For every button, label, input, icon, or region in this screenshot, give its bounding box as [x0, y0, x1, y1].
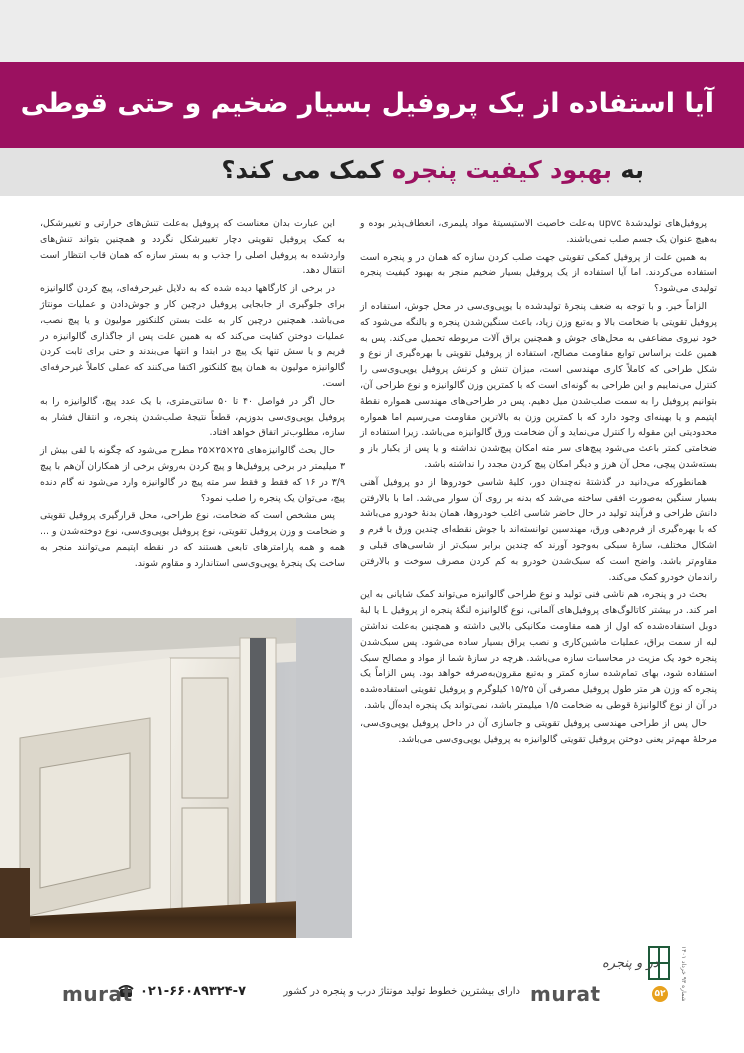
paragraph: حال پس از طراحی مهندسی پروفیل تقویتی و جاسازی آن در داخل پروفیل یو‌پی‌وی‌سی، مرحلهٔ مهم‌تر یعنی دوختن پروفیل تقویتی گالوانیزه به پروفیل یو‌پی‌وی‌سی می‌باشد. — [360, 717, 717, 745]
article-column-right — [360, 216, 717, 749]
article-column-left — [40, 216, 345, 574]
magazine-logo: در و پنجره — [602, 956, 659, 971]
brand-text: murat — [530, 982, 601, 1006]
subtitle-highlight: بهبود کیفیت پنجره — [391, 156, 613, 184]
profile-photo — [0, 618, 352, 938]
paragraph: حال اگر در فواصل ۴۰ تا ۵۰ سانتی‌متری، با یک عدد پیچ، گالوانیزه را به پروفیل یو‌پی‌وی‌سی بدوزیم، قطعاً نتیجهٔ صلب‌شدن پنجره، و انتقال فشار به سازه، مطلوب‌تر اتفاق خواهد افتاد. — [40, 395, 345, 439]
window-profile-illustration — [0, 618, 352, 938]
paragraph: در برخی از کارگاهها دیده شده که به دلایل غیرحرفه‌ای، پیچ کردن گالوانیزه برای جلوگیری از جابجایی پروفیل درچین کار و جوش‌دادن و عملیات مونتاژ می‌باشد. همچنین درچین کار به علت بستن کلنکتور مولیون و یا پیچ نصب، عملیات دوختن کفایت می‌کند که به همین علت پس از جاگذاری گالوانیزه در فریم و یا سش تنها یک پیچ در ابتدا و انتها می‌بندند و حتی برای ثابت کردن گالوانیزه مولیون به همان پیچ کلنکتور اکتفا می‌کنند که عملی کاملاً غیرحرفه‌ای است. — [40, 283, 345, 389]
paragraph: این عبارت بدان معناست که پروفیل به‌علت تنش‌های حرارتی و تغییرشکل، به کمک پروفیل تقویتی دچار تغییرشکل نگردد و همچنین بتواند تنش‌های واردشده به پروفیل اصلی را جذب و به بستر سازه که همان قاب انتظار است انتقال دهد. — [40, 218, 345, 277]
paragraph: بحث در و پنجره، هم ناشی فنی تولید و نوع طراحی گالوانیزه می‌تواند کمک شایانی به این امر کند. در بیشتر کاتالوگ‌های پروفیل‌های آلمانی، نوع گالوانیزه لنگهٔ پنجره از پروفیل L یا لبهٔ دوبل استفاده‌شده که اول از همه مقاومت مکانیکی بالایی داشته و همچنین به‌علت نداشتن لبه از سمت براق، عملیات ماشین‌کاری و نصب یراق بسیار ساده می‌شود. پس سبک‌شدن پنجره خود یک مزیت در محاسبات سازه می‌باشد. هرچه در سازهٔ شما از مواد و مصالح سبک استفاده شود، بهای تمام‌شده سازه کمتر و به‌تبع مقرون‌به‌صرفه خواهد بود. پس الزاماً یک پنجره که وزن هر متر طول پروفیل مصرفی آن ۱۵/۲۵ کیلوگرم و پروفیل تقویتی استفاده‌شده در آن از نوع گالوانیزهٔ قوطی به ضخامت ۱/۵ میلیمتر باشد، نمی‌تواند یک پنجره ایده‌آل باشد. — [360, 589, 718, 711]
phone-number: ۰۲۱-۶۶۰۸۹۳۲۴-۷ — [140, 984, 247, 999]
footer-tagline: دارای بیشترین خطوط تولید مونتاژ درب و پنجره در کشور — [283, 986, 520, 997]
paragraph: حال بحث گالوانیزه‌های ۲۵×۲۵×۲۵ مطرح می‌شود که چگونه با لقی بیش از ۳ میلیمتر در برخی پروفیل‌ها و پیچ کردن به‌روش برخی از همکاران آن‌هم با پیچ ۳/۹ در ۱۶ که فقط و فقط سر مته پیچ در گالوانیزه وارد می‌شود نه گام دنده پیچ، می‌توان یک پنجره را صلب نمود؟ — [40, 445, 345, 504]
issue-info: شماره ۹۳ خرداد ۱۴۰۱ — [680, 946, 687, 1002]
paragraph: پس مشخص است که ضخامت، نوع طراحی، محل قرارگیری پروفیل تقویتی و ضخامت و وزن پروفیل تقویتی، نوع پروفیل یو‌پی‌وی‌سی، نوع دوخته‌شدن و ... همه و همه پارامترهای تابعی هستند که در نقطه اپتیمم می‌توانند منجر به ساخت یک پنجرهٔ یو‌پی‌وی‌سی استاندارد و مقاوم شوند. — [40, 510, 345, 569]
subtitle-prefix: به — [612, 156, 644, 184]
paragraph: به همین علت از پروفیل کمکی تقویتی جهت صلب کردن سازه که همان در و پنجره است استفاده می‌کردند. اما آیا استفاده از یک پروفیل بسیار ضخیم منجر به بهبود کیفیت پنجره تولیدی می‌شود؟ — [360, 251, 717, 295]
page-number: ۵۲ — [652, 986, 668, 1002]
article-subtitle — [44, 152, 644, 188]
paragraph: همانطورکه می‌دانید در گذشتهٔ نه‌چندان دور، کلیهٔ شاسی خودروها از دو پروفیل آهنی بسیار سنگین به‌صورت افقی ساخته می‌شد که بدنه بر روی آن سوار می‌شد. اما با بالارفتن دانش طراحی و فرآیند تولید در حال حاضر شاسی اغلب خودروها، همان بدنهٔ خودرو می‌باشد که با بهره‌گیری از فرم‌دهی ورق، مهندسین توانسته‌اند با جوش نقطه‌ای چندین ورق با فرم و اشکال مختلف، سازهٔ سبکی به‌وجود آورند که چندین برابر سبک‌تر از شاسی‌های قبلی و مقاوم‌تر باشد. واضح است که سبک‌شدن خودرو به کم کردن مصرف سوخت و بالارفتن راندمان خودرو کمک می‌کند. — [360, 476, 717, 583]
article-title: آیا استفاده از یک پروفیل بسیار ضخیم و حتی قوطی — [20, 88, 714, 119]
murat-logo-left — [62, 982, 133, 1006]
subtitle-suffix: کمک می کند؟ — [221, 156, 392, 184]
murat-logo-right — [530, 982, 601, 1006]
top-strip — [0, 0, 744, 62]
paragraph: پروفیل‌های تولیدشدهٔ upvc به‌علت خاصیت الاستیسیتهٔ مواد پلیمری، انعطاف‌پذیر بوده و به‌هیچ عنوان یک جسم صلب نمی‌باشند. — [360, 218, 717, 245]
paragraph: الزاماً خیر. و با توجه به ضعف پنجرهٔ تولیدشده با یو‌پی‌وی‌سی در محل جوش، استفاده از پروفیل تقویتی با ضخامت بالا و به‌تبع وزن زیاد، باعث سنگین‌شدن پنجره و بالنگه می‌شود که خود نیروی مضاعفی به محل‌های جوش و همچنین یراق آلات مربوطه تحمیل می‌کند. پس به همین علت براساس توابع مقاومت مصالح، استفاده از پروفیل تقویتی با بهره‌گیری از نوع و شکل طراحی که کاملاً کاری مهندسی است، میزان تنش و کرنش پروفیل یو‌پی‌وی‌سی را کنترل می‌نماییم و این طراحی به گونه‌ای است که با کمترین وزن گالوانیزه و نوع طراحی آن، بتوانیم پروفیل را به سمت صلب‌شدن میل دهیم. پس در طراحی‌های مهندسی همواره نقطهٔ اپتیمم و یا بهینه‌ای وجود دارد که با کمترین وزن به بالاترین مقاومت می‌رسیم اما همواره محدودیتی این مقوله را کنترل می‌نماید و آن ضخامت ورق گالوانیزه می‌باشد. زیرا استفاده از ضخامتی کمتر باعث می‌شود پیچ‌های سر مته امکان پیچ‌شدن نداشته و یا پس از یکبار باز و بسته‌شدن پیچی، محل آن هرز و دیگر امکان پیچ کردن مجدد را نداشته باشد. — [360, 300, 717, 470]
brand-text: murat — [62, 982, 133, 1006]
